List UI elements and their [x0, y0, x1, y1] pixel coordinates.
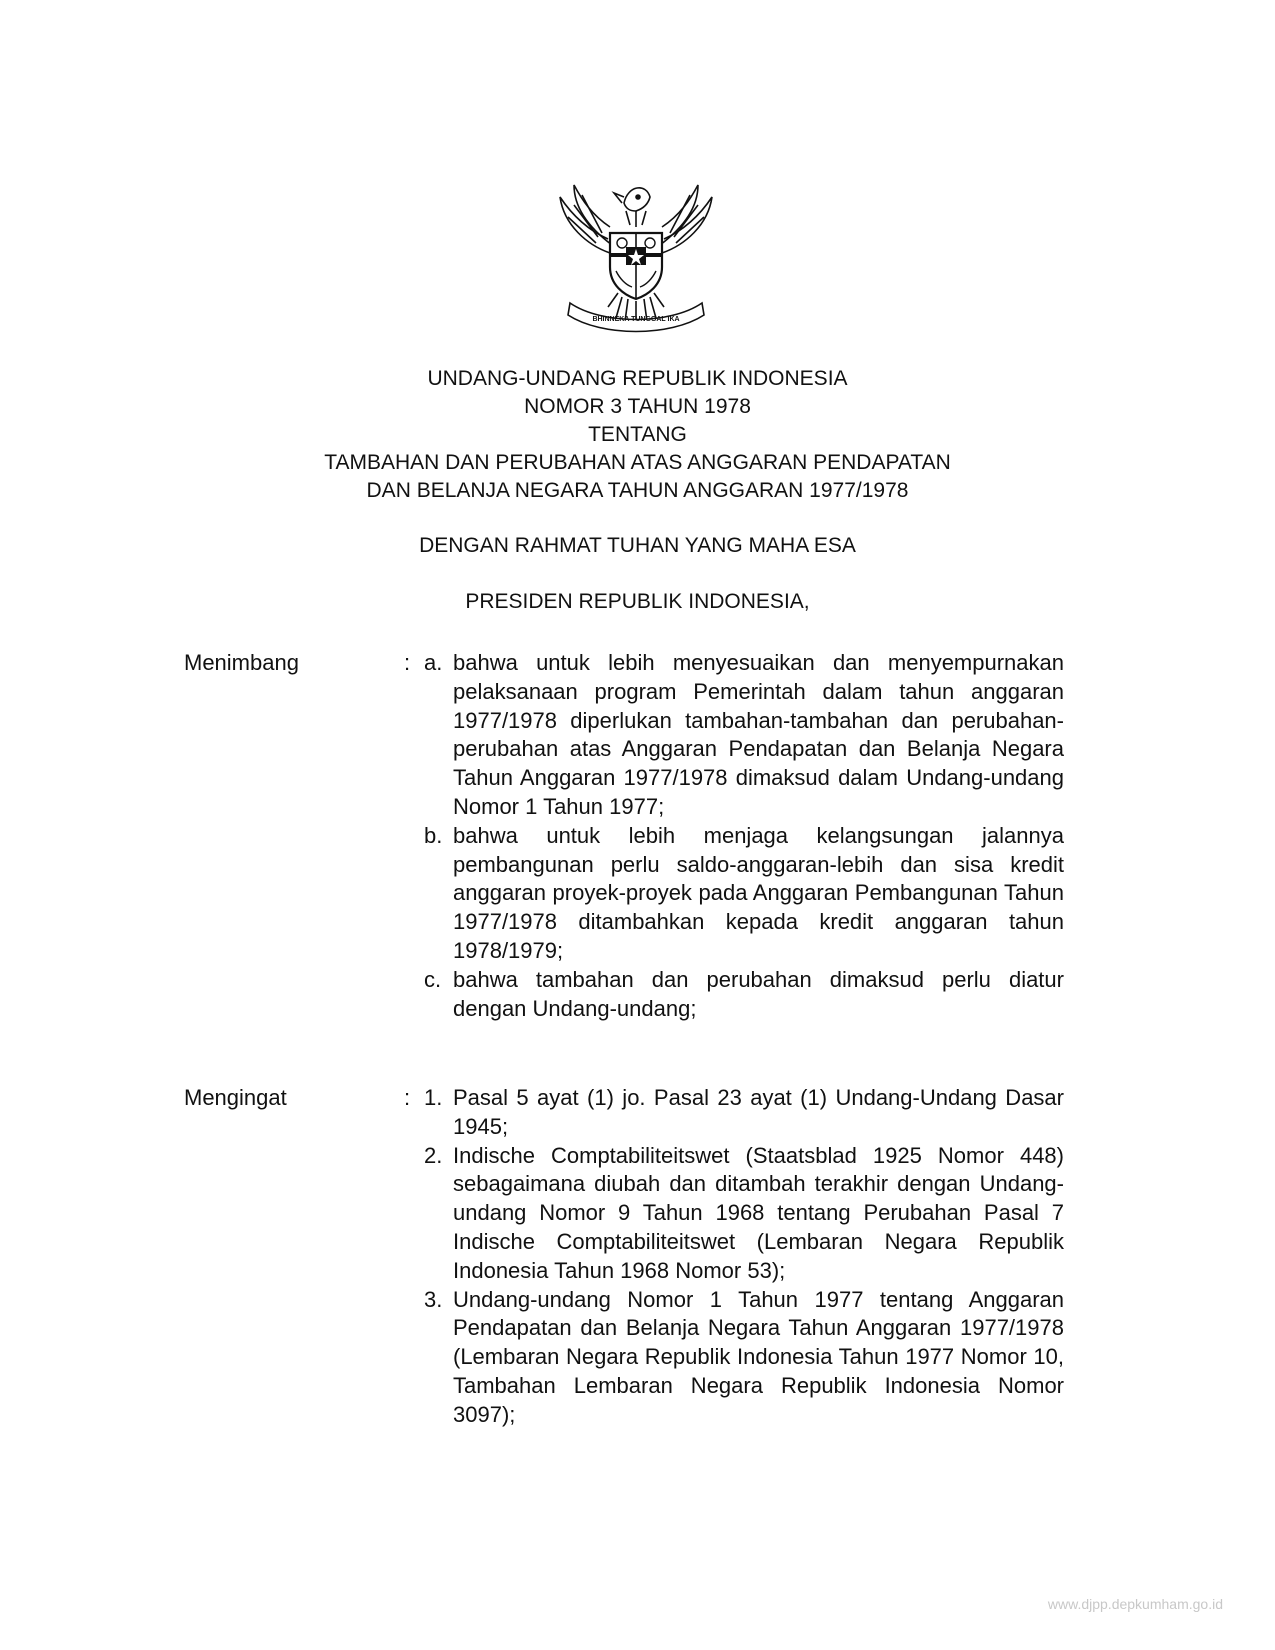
president-title: PRESIDEN REPUBLIK INDONESIA,: [465, 590, 810, 613]
menimbang-item: [424, 649, 1064, 822]
document-heading: [0, 365, 1275, 505]
menimbang-items: [424, 649, 1064, 1023]
mengingat-label: Mengingat: [184, 1085, 287, 1110]
heading-line-5: DAN BELANJA NEGARA TAHUN ANGGARAN 1977/1978: [366, 479, 909, 502]
item-text: Undang-undang Nomor 1 Tahun 1977 tentang Anggaran Pendapatan dan Belanja Negara Tahun Anggaran 1977/1978 (Lembaran Negara Republik Indonesia Tahun 1977 Nomor 10, Tambahan Lembaran Negara Republik Indonesia Nomor 3097);: [453, 1286, 1064, 1427]
watermark-url: www.djpp.depkumham.go.id: [1047, 1596, 1223, 1612]
mengingat-item: [424, 1286, 1064, 1430]
item-text: bahwa untuk lebih menjaga kelangsungan jalannya pembangunan perlu saldo-anggaran-lebih dan sisa kredit anggaran proyek-proyek pada Anggaran Pembangunan Tahun 1977/1978 ditambahkan kepada kredit anggaran tahun 1978/1979;: [453, 822, 1064, 963]
menimbang-item: [424, 966, 1064, 1024]
mengingat-items: [424, 1084, 1064, 1430]
mengingat-item: [424, 1142, 1064, 1286]
heading-line-2: NOMOR 3 TAHUN 1978: [524, 395, 751, 418]
motto-text: BHINNEKA TUNGGAL IKA: [592, 316, 680, 323]
item-text: bahwa tambahan dan perubahan dimaksud perlu diatur dengan Undang-undang;: [453, 966, 1064, 1021]
mengingat-colon: :: [404, 1085, 411, 1110]
menimbang-item: [424, 822, 1064, 966]
menimbang-label: Menimbang: [184, 650, 299, 675]
item-marker: 3.: [424, 1286, 443, 1312]
item-text: Indische Comptabiliteitswet (Staatsblad 1925 Nomor 448) sebagaimana diubah dan ditambah terakhir dengan Undang-undang Nomor 9 Tahun 1968 tentang Perubahan Pasal 7 Indische Comptabiliteitswet (Lembaran Negara Republik Indonesia Tahun 1968 Nomor 53);: [453, 1142, 1064, 1283]
item-marker: a.: [424, 650, 443, 675]
invocation: DENGAN RAHMAT TUHAN YANG MAHA ESA: [419, 534, 856, 557]
item-text: bahwa untuk lebih menyesuaikan dan menyempurnakan pelaksanaan program Pemerintah dalam tahun anggaran 1977/1978 diperlukan tambahan-tambahan dan perubahan-perubahan atas Anggaran Pendapatan dan Belanja Negara Tahun Anggaran 1977/1978 dimaksud dalam Undang-undang Nomor 1 Tahun 1977;: [453, 650, 1064, 819]
item-marker: c.: [424, 966, 442, 992]
heading-line-4: TAMBAHAN DAN PERUBAHAN ATAS ANGGARAN PENDAPATAN: [324, 451, 951, 474]
item-marker: 1.: [424, 1085, 443, 1110]
item-marker: b.: [424, 822, 443, 848]
item-text: Pasal 5 ayat (1) jo. Pasal 23 ayat (1) Undang-Undang Dasar 1945;: [453, 1085, 1064, 1139]
heading-line-1: UNDANG-UNDANG REPUBLIK INDONESIA: [427, 367, 848, 390]
garuda-pancasila-emblem: [552, 175, 720, 340]
mengingat-item: [424, 1084, 1064, 1142]
item-marker: 2.: [424, 1142, 443, 1168]
menimbang-colon: :: [404, 650, 411, 675]
heading-line-3: TENTANG: [588, 423, 687, 446]
